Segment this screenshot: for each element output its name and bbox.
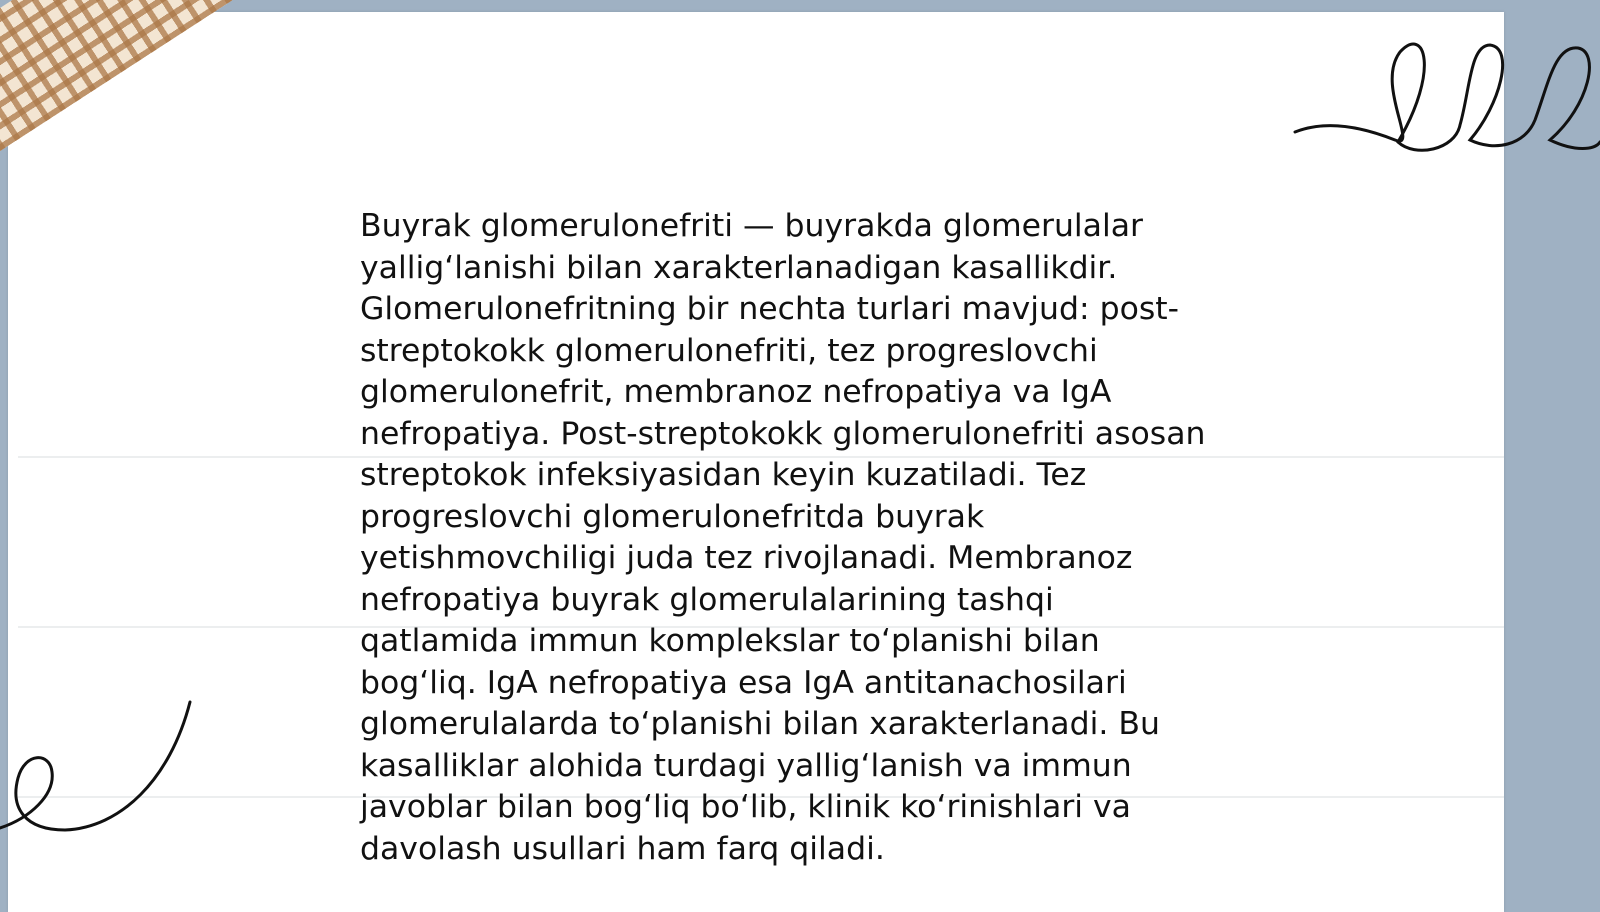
- body-paragraph: [360, 206, 1260, 870]
- text-line: streptokokk glomerulonefriti, tez progreslovchi: [360, 332, 1098, 369]
- text-line: streptokok infeksiyasidan keyin kuzatiladi. Tez: [360, 457, 1087, 493]
- text-line: javoblar bilan bog‘liq bo‘lib, klinik ko‘rinishlari va: [360, 789, 1131, 825]
- text-line: qatlamida immun komplekslar to‘planishi bilan: [360, 623, 1100, 659]
- text-line: davolash usullari ham farq qiladi.: [360, 830, 885, 867]
- text-line: yetishmovchiligi juda tez rivojlanadi. Membranoz: [360, 540, 1133, 576]
- text-line: glomerulalarda to‘planishi bilan xarakterlanadi. Bu: [360, 706, 1160, 742]
- swirl-scribble-icon: [0, 700, 200, 850]
- text-line: Glomerulonefritning bir nechta turlari mavjud: post-: [360, 291, 1180, 327]
- text-line: bog‘liq. IgA nefropatiya esa IgA antitanachosilari: [360, 664, 1127, 701]
- text-line: yallig‘lanishi bilan xarakterlanadigan kasallikdir.: [360, 249, 1118, 286]
- text-line: nefropatiya buyrak glomerulalarining tashqi: [360, 581, 1054, 618]
- text-line: Buyrak glomerulonefriti — buyrakda glomerulalar: [360, 208, 1143, 244]
- text-line: glomerulonefrit, membranoz nefropatiya va IgA: [360, 374, 1112, 410]
- text-line: kasalliklar alohida turdagi yallig‘lanish va immun: [360, 747, 1132, 784]
- text-line: nefropatiya. Post-streptokokk glomerulonefriti asosan: [360, 415, 1206, 452]
- loop-scribble-icon: [1290, 30, 1600, 170]
- text-line: progreslovchi glomerulonefritda buyrak: [360, 498, 985, 535]
